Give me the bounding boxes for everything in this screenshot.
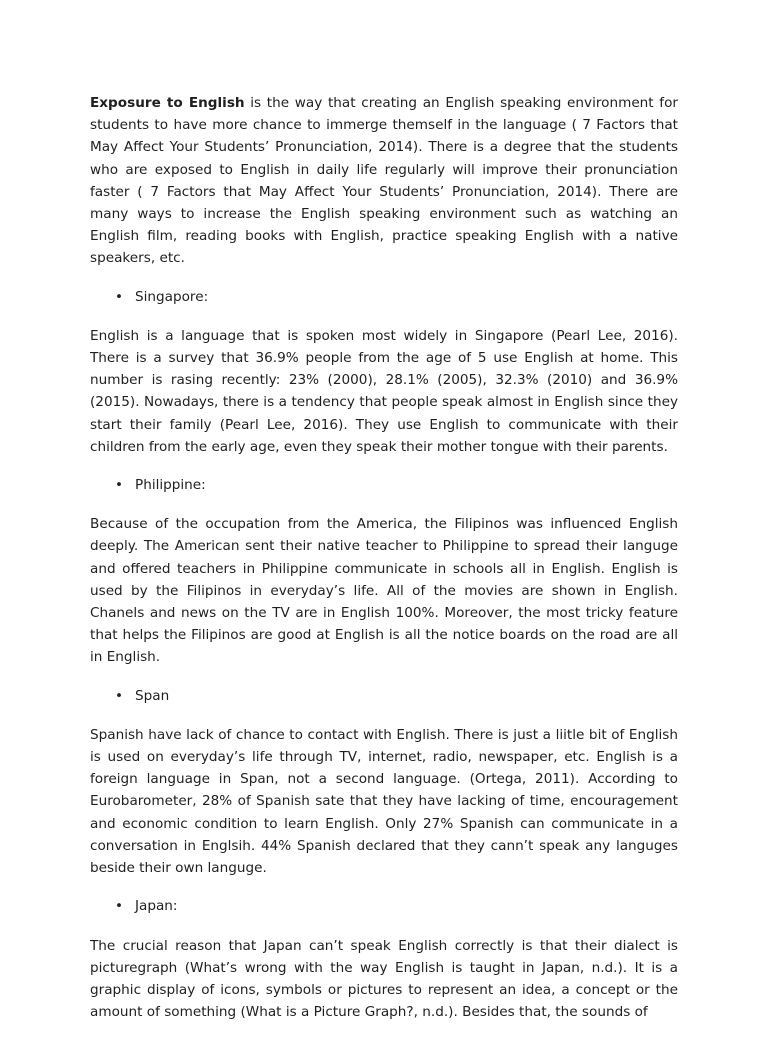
bullet-heading: Philippine: [135, 477, 206, 494]
intro-paragraph [90, 92, 678, 270]
paragraph-singapore: English is a language that is spoken most widely in Singapore (Pearl Lee, 2016). There is a survey that 36.9% people from the age of 5 use English at home. This number is rasing recently: 23% (2000), 28.1% (2005), 32.3% (2010) and 36.9% (2015). Nowadays, there is a tendency that people speak almost in English since they start their family (Pearl Lee, 2016). They use English to communicate with their children from the early age, even they speak their mother tongue with their parents. [90, 327, 678, 455]
paragraph-span: Spanish have lack of chance to contact with English. There is just a liitle bit of English is used on everyday’s life through TV, internet, radio, newspaper, etc. English is a foreign language in Span, not a second language. (Ortega, 2011). According to Eurobarometer, 28% of Spanish sate that they have lacking of time, encouragement and economic condition to learn English. Only 27% Spanish can communicate in a conversation in Englsih. 44% Spanish declared that they cann’t speak any languges beside their own languge. [90, 726, 678, 877]
bullet-philippine [90, 474, 678, 496]
intro-text: is the way that creating an English speaking environment for students to have more chance to immerge themself in the language ( 7 Factors that May Affect Your Students’ Pronunciation, 2014). There is a degree that the students who are exposed to English in daily life regularly will improve their pronunciation faster ( 7 Factors that May Affect Your Students’ Pronunciation, 2014). There are many ways to increase the English speaking environment such as watching an English film, reading books with English, practice speaking English with a native speakers, etc. [90, 95, 678, 267]
bullet-dot-icon: • [115, 477, 124, 494]
bullet-japan [90, 895, 678, 917]
paragraph-japan: The crucial reason that Japan can’t speak English correctly is that their dialect is picturegraph (What’s wrong with the way English is taught in Japan, n.d.). It is a graphic display of icons, symbols or pictures to represent an idea, a concept or the amount of something (What is a Picture Graph?, n.d.). Besides that, the sounds of [90, 937, 678, 1021]
paragraph-philippine: Because of the occupation from the America, the Filipinos was influenced English deeply. The American sent their native teacher to Philippine to spread their languge and offered teachers in Philippine communicate in schools all in English. English is used by the Filipinos in everyday’s life. All of the movies are shown in English. Chanels and news on the TV are in English 100%. Moreover, the most tricky feature that helps the Filipinos are good at English is all the notice boards on the road are all in English. [90, 516, 678, 666]
bullet-heading: Singapore: [135, 288, 209, 305]
bullet-heading: Japan: [135, 898, 178, 915]
bullet-heading: Span [135, 687, 170, 704]
bullet-span [90, 685, 678, 707]
intro-lead-term: Exposure to English [90, 95, 245, 111]
document-page [90, 92, 678, 1039]
bullet-dot-icon: • [115, 687, 124, 704]
bullet-singapore [90, 286, 678, 308]
bullet-dot-icon: • [115, 288, 124, 305]
bullet-dot-icon: • [115, 898, 124, 915]
